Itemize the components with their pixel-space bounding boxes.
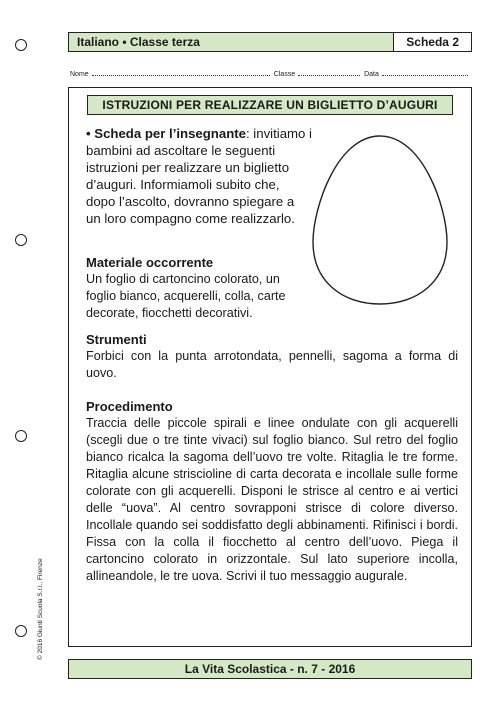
class-field[interactable] [298,75,360,76]
egg-icon [305,130,455,308]
page-header [68,32,472,52]
materials-heading: Materiale occorrente [86,255,214,270]
tools-heading: Strumenti [86,332,147,347]
binder-hole-icon [15,625,27,637]
copyright-credit: © 2016 Giunti Scuola S.r.l., Firenze [37,558,44,660]
subject-label: Italiano • Classe terza [77,35,200,49]
teacher-note-text: : invitiamo i bambini ad ascoltare le seguenti istruzioni per realizzare un biglietto d’auguri. Informiamoli subito che, dopo l’ascolto, dovranno spiegare a un loro compagno come realizzarlo. [86,126,312,226]
binder-hole-icon [15,234,27,246]
sheet-number: Scheda 2 [393,33,471,51]
date-label: Data [364,71,379,78]
teacher-note [86,125,312,227]
tools-text: Forbici con la punta arrotondata, pennelli, sagoma a forma di uovo. [86,349,458,380]
procedure-text: Traccia delle piccole spirali e linee ondulate con gli acquerelli (scegli due o tre tinte vivaci) sul foglio bianco. Sul retro del foglio bianco ricalca la sagoma dell’uovo tre volte. Ritaglia le tre forme. Ritaglia alcune striscioline di carta decorata e incollale sulle forme colorate con gli acquerelli. Disponi le strisce al centro e ai vertici delle “uova”. Al centro sovrapponi strisce di colore diverso. Incollale quando sei soddisfatto degli abbinamenti. Rifinisci i bordi. Fissa con la colla il fiocchetto al centro dell’uovo. Piega il cartoncino colorato in orizzontale. Sul lato superiore incolla, allineandole, le tre uova. Scrivi il tuo messaggio augurale. [86,416,458,583]
binder-hole-icon [15,39,27,51]
page-footer: La Vita Scolastica - n. 7 - 2016 [68,659,472,679]
name-field[interactable] [92,75,270,76]
teacher-note-label: • Scheda per l’insegnante [86,126,246,141]
name-class-date-row [70,68,472,78]
binder-hole-icon [15,430,27,442]
procedure-heading: Procedimento [86,399,173,414]
date-field[interactable] [382,75,468,76]
class-label: Classe [273,71,296,78]
worksheet-title: ISTRUZIONI PER REALIZZARE UN BIGLIETTO D’AUGURI [87,95,453,115]
materials-text: Un foglio di cartoncino colorato, un foglio bianco, acquerelli, colla, carte decorate, fiocchetti decorativi. [86,272,286,320]
worksheet-card [68,87,472,647]
name-label: Nome [70,71,89,78]
